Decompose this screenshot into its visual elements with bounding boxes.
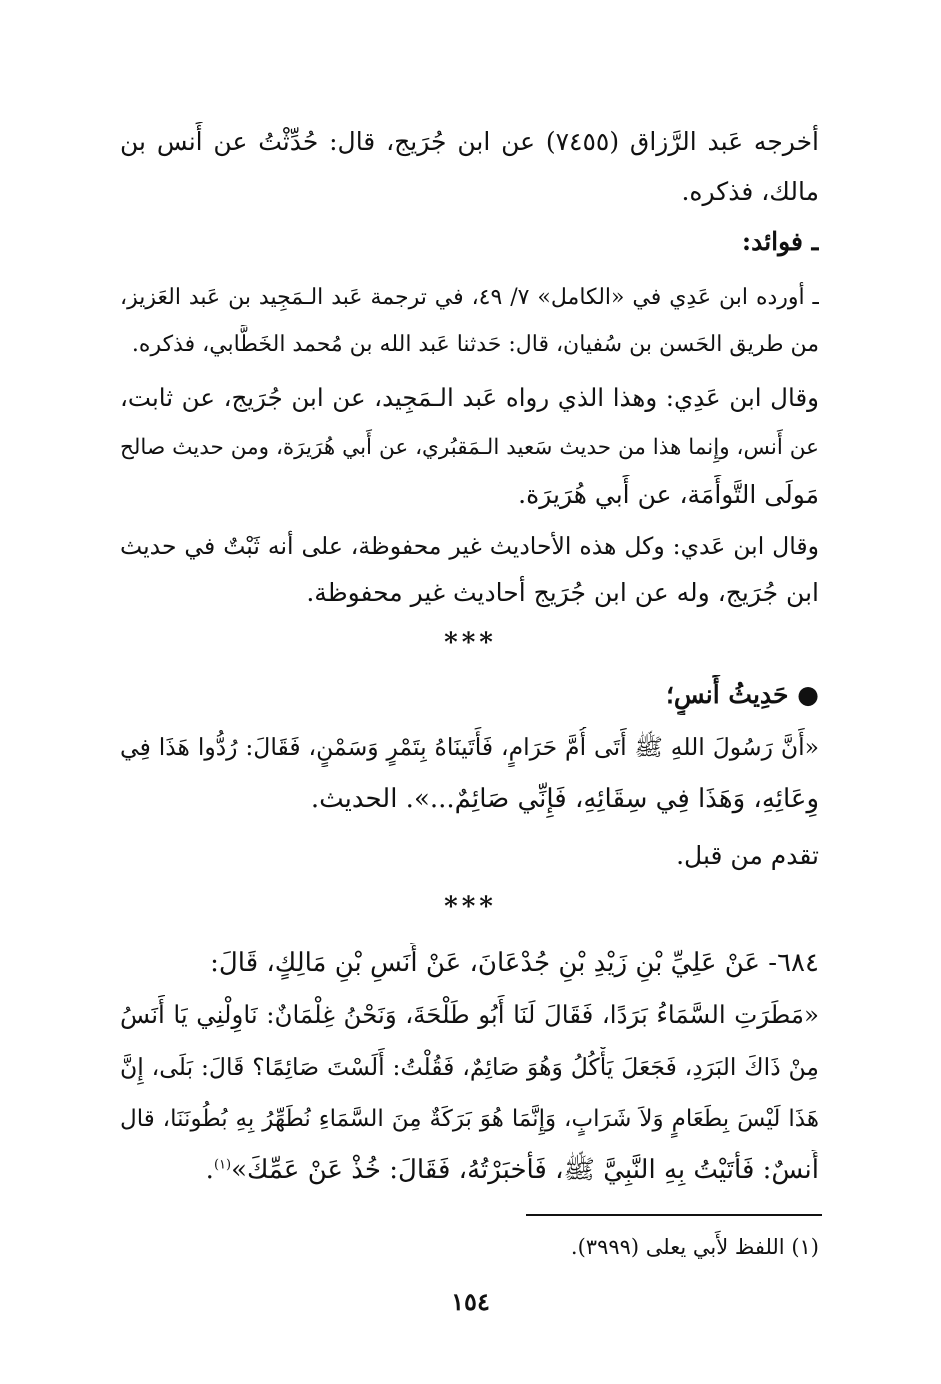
hadith-684-matn-line-3: هَذَا لَيْسَ بِطَعَامٍ وَلاَ شَرَابٍ، وَإِنَّمَا هُوَ بَرَكَةٌ مِنَ السَّمَاءِ نُطَهِّرُ بِهِ بُطُونَنَا، قال	[120, 1106, 819, 1132]
hadith-684-matn-text: أَنسٌ: فَأَتَيْتُ بِهِ النَّبِيَّ ﷺ، فَأَخبَرْتُهُ، فَقَالَ: خُذْ عَنْ عَمِّكَ»	[231, 1155, 819, 1185]
hadith-anas-text-line-1: «أَنَّ رَسُولَ اللهِ ﷺ أَتَى أُمَّ حَرَامٍ، فَأَتَينَاهُ بِتَمْرٍ وَسَمْنٍ، فَقَالَ: رُدُّوا هَذَا فِي	[120, 733, 819, 761]
page-number: ١٥٤	[451, 1287, 490, 1316]
benefit-line-2: من طريق الحَسن بن سُفيان، قال: حَدثنا عَبد الله بن مُحمد الخَطَّابي، فذكره.	[131, 332, 819, 357]
takhrij-line-2: مالك، فذكره.	[681, 177, 819, 206]
footnote-marker: (١)	[213, 1157, 232, 1173]
ibn-adi-verdict-line-2: ابن جُرَيج، وله عن ابن جُرَيج أحاديث غير محفوظة.	[306, 578, 819, 607]
sentence-period: .	[205, 1155, 214, 1185]
hadith-684-matn-line-1: «مَطَرَتِ السَّمَاءُ بَرَدًا، فَقَالَ لَنَا أَبُو طَلْحَةَ، وَنَحْنُ غِلْمَانٌ: نَاوِلْنِي يَا أَنَسُ	[120, 1000, 819, 1029]
benefits-heading: ـ فوائد:	[741, 227, 819, 256]
hadith-anas-text-line-2: وِعَائِهِ، وَهَذَا فِي سِقَائِهِ، فَإِنِّي صَائِمٌ...». الحديث.	[310, 784, 819, 814]
hadith-684-isnad: ٦٨٤- عَنْ عَلِيِّ بْنِ زَيْدِ بْنِ جُدْعَانَ، عَنْ أَنَسِ بْنِ مَالِكٍ، قَالَ:	[210, 948, 819, 978]
ibn-adi-note-line-3: مَولَى التَّوأَمَة، عن أَبي هُرَيرَة.	[518, 480, 819, 509]
section-separator: ***	[444, 892, 497, 922]
previously-mentioned-note: تقدم من قبل.	[676, 841, 819, 870]
benefit-line-1: ـ أورده ابن عَدِي في «الكامل» ٧/ ٤٩، في ترجمة عَبد الـمَجِيد بن عَبد العَزيز،	[120, 285, 819, 310]
takhrij-line-1: أخرجه عَبد الرَّزاق (٧٤٥٥) عن ابن جُرَيج، قال: حُدِّثْتُ عن أَنس بن	[120, 127, 819, 156]
footnote: (١) اللفظ لأَبي يعلى (٣٩٩٩).	[570, 1235, 819, 1259]
footnote-rule	[526, 1214, 822, 1216]
hadith-684-matn-line-4	[120, 1150, 819, 1190]
hadith-anas-heading: ● حَدِيثُ أَنسٍ؛	[665, 680, 819, 709]
ibn-adi-verdict-line-1: وقال ابن عَدي: وكل هذه الأحاديث غير محفوظة، على أنه ثَبْتٌ في حديث	[120, 532, 819, 560]
ibn-adi-note-line-1: وقال ابن عَدِي: وهذا الذي رواه عَبد الـمَجِيد، عن ابن جُرَيج، عن ثابت،	[120, 383, 819, 412]
ibn-adi-note-line-2: عن أَنس، وإِنما هذا من حديث سَعيد الـمَقبُري، عن أَبي هُرَيرَة، ومن حديث صالح	[120, 435, 819, 460]
hadith-684-matn-line-2: مِنْ ذَاكَ البَرَدِ، فَجَعَلَ يَأْكُلُ وَهُوَ صَائِمٌ، فَقُلْتُ: أَلَسْتَ صَائِمًا؟ قَالَ: بَلَى، إِنَّ	[120, 1053, 819, 1081]
section-separator: ***	[444, 628, 497, 658]
